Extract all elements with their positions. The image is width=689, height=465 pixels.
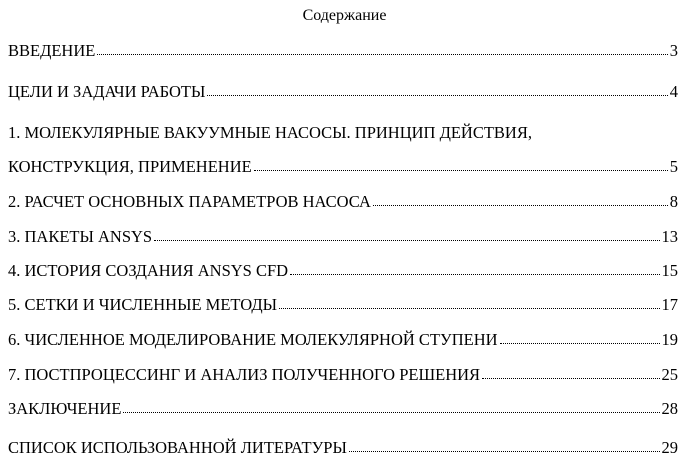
dot-leader (373, 201, 668, 206)
toc-entry-text: 6. ЧИСЛЕННОЕ МОДЕЛИРОВАНИЕ МОЛЕКУЛЯРНОЙ СТУПЕНИ (8, 330, 498, 349)
dot-leader (254, 166, 668, 171)
toc-entry-pump-calculation[interactable] (8, 191, 678, 213)
toc-page-number: 13 (661, 227, 678, 246)
dot-leader (290, 270, 659, 275)
toc-entry-text: ЗАКЛЮЧЕНИЕ (8, 399, 122, 418)
toc-page-number: 8 (669, 192, 678, 211)
toc-entry-text: КОНСТРУКЦИЯ, ПРИМЕНЕНИЕ (8, 157, 252, 176)
toc-entry-introduction[interactable] (8, 40, 678, 62)
toc-entry-goals[interactable] (8, 81, 678, 103)
toc-entry-text: ЦЕЛИ И ЗАДАЧИ РАБОТЫ (8, 82, 206, 101)
toc-page-number: 19 (661, 330, 678, 349)
toc-entry-molecular-pumps[interactable] (8, 156, 678, 178)
toc-entry-ansys-packages[interactable] (8, 226, 678, 248)
toc-page-number: 25 (661, 365, 678, 384)
toc-page-number: 17 (661, 295, 678, 314)
toc-entry-text-line1[interactable]: 1. МОЛЕКУЛЯРНЫЕ ВАКУУМНЫЕ НАСОСЫ. ПРИНЦИП ДЕЙСТВИЯ, (8, 123, 532, 142)
toc-page-number: 28 (661, 399, 678, 418)
dot-leader (123, 408, 659, 413)
dot-leader (154, 236, 659, 241)
toc-page-number: 15 (661, 261, 678, 280)
toc-page-number: 4 (669, 82, 678, 101)
dot-leader (482, 374, 659, 379)
dot-leader (349, 447, 660, 452)
dot-leader (207, 91, 667, 96)
toc-entry-numerical-modeling[interactable] (8, 329, 678, 351)
toc-entry-ansys-history[interactable] (8, 260, 678, 282)
dot-leader (97, 50, 667, 55)
toc-entry-text: 2. РАСЧЕТ ОСНОВНЫХ ПАРАМЕТРОВ НАСОСА (8, 192, 371, 211)
toc-entry-text: 7. ПОСТПРОЦЕССИНГ И АНАЛИЗ ПОЛУЧЕННОГО РЕШЕНИЯ (8, 365, 481, 384)
toc-page-number: 29 (661, 438, 678, 457)
toc-entry-text: 4. ИСТОРИЯ СОЗДАНИЯ ANSYS CFD (8, 261, 289, 280)
toc-entry-text: ВВЕДЕНИЕ (8, 41, 96, 60)
toc-page-number: 3 (669, 41, 678, 60)
toc-entry-meshes[interactable] (8, 294, 678, 316)
toc-entry-text: 5. СЕТКИ И ЧИСЛЕННЫЕ МЕТОДЫ (8, 295, 278, 314)
toc-entry-text: 3. ПАКЕТЫ ANSYS (8, 227, 153, 246)
dot-leader (500, 339, 660, 344)
toc-entry-references[interactable] (8, 437, 678, 459)
toc-entry-text: СПИСОК ИСПОЛЬЗОВАННОЙ ЛИТЕРАТУРЫ (8, 438, 347, 457)
dot-leader (279, 304, 659, 309)
toc-entry-postprocessing[interactable] (8, 364, 678, 386)
toc-entry-conclusion[interactable] (8, 398, 678, 420)
toc-page-number: 5 (669, 157, 678, 176)
toc-title: Содержание (302, 7, 387, 24)
